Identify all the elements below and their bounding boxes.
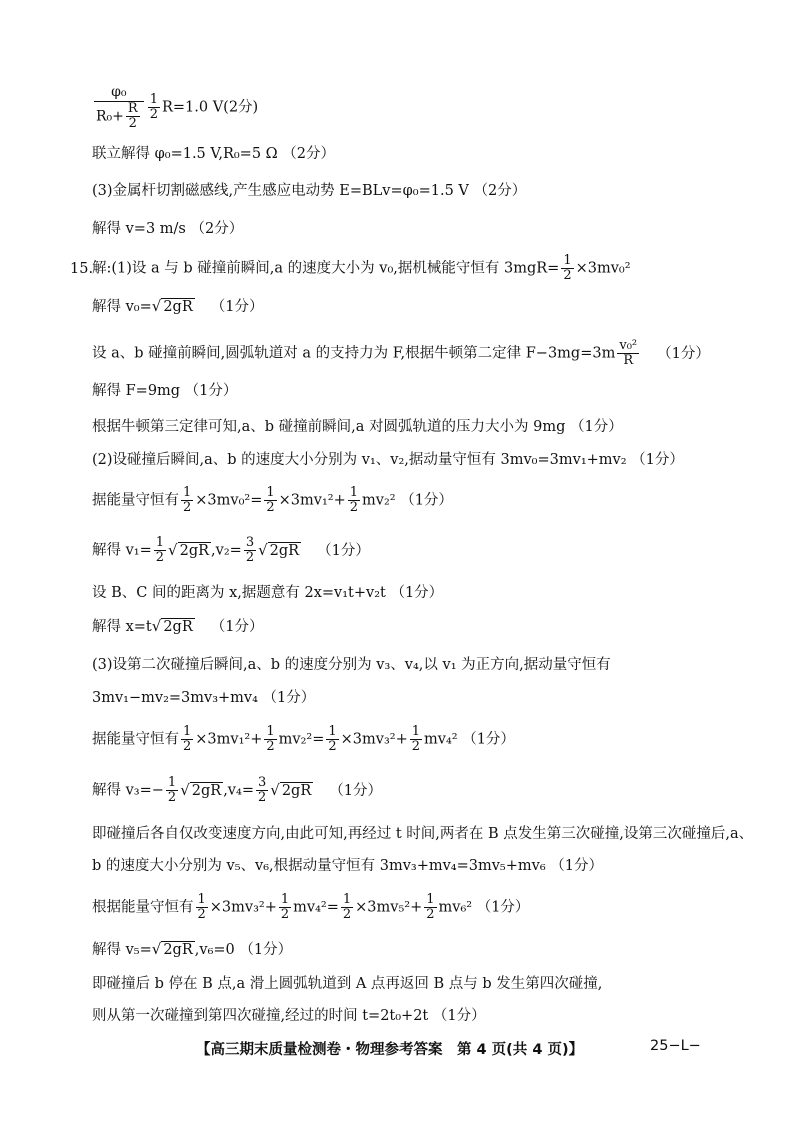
- line-5: 15.解:(1)设 a 与 b 碰撞前瞬间,a 的速度大小为 v₀,据机械能守恒有 3mgR= $\frac{1}{2}$ ×3mv₀²: [70, 253, 631, 283]
- line-17: 据能量守恒有 $\frac{1}{2}$ ×3mv₁²+ $\frac{1}{2}$ mv₂²= $\frac{1}{2}$ ×3mv₃²+ $\frac{1}{2}$ mv₄² （1分）: [92, 724, 515, 754]
- line-22: 解得 v₅=√ 2gR ,v₆=0 （1分）: [92, 940, 293, 958]
- line-1: φ₀ R₀+ $\frac{R}{2}$ $\frac{1}{2}$ R=1.0 V(2分): [96, 84, 259, 131]
- line-2: 联立解得 φ₀=1.5 V,R₀=5 Ω （2分）: [92, 146, 336, 162]
- line-12: 解得 v₁= $\frac{1}{2}$ √ 2gR ,v₂= $\frac{3}{2}$ √ 2gR （1分）: [92, 535, 370, 565]
- line-21: 根据能量守恒有 $\frac{1}{2}$ ×3mv₃²+ $\frac{1}{2}$ mv₄²= $\frac{1}{2}$ ×3mv₅²+ $\frac{1}{2}$ mv₆² （1分）: [92, 892, 530, 922]
- footer-title: 【高三期末质量检测卷・物理参考答案 第 4 页(共 4 页)】: [196, 1042, 584, 1058]
- footer-code: 25−L−: [650, 1038, 701, 1054]
- line-20: b 的速度大小分别为 v₅、v₆,根据动量守恒有 3mv₃+mv₄=3mv₅+mv₆ （1分）: [92, 858, 603, 874]
- line-4: 解得 v=3 m/s （2分）: [92, 221, 244, 237]
- line-23: 即碰撞后 b 停在 B 点,a 滑上圆弧轨道到 A 点再返回 B 点与 b 发生第四次碰撞,: [92, 976, 603, 992]
- line-24: 则从第一次碰撞到第四次碰撞,经过的时间 t=2t₀+2t （1分）: [92, 1008, 486, 1024]
- fraction-half: $\frac{1}{2}$: [149, 92, 158, 122]
- question-number: 15.: [70, 260, 94, 277]
- line-19: 即碰撞后各自仅改变速度方向,由此可知,再经过 t 时间,两者在 B 点发生第三次碰撞,设第三次碰撞后,a、: [92, 826, 754, 842]
- line-14: 解得 x=t√ 2gR （1分）: [92, 617, 264, 635]
- line-10: (2)设碰撞后瞬间,a、b 的速度大小分别为 v₁、v₂,据动量守恒有 3mv₀=3mv₁+mv₂ （1分）: [92, 452, 684, 468]
- line-7: 设 a、b 碰撞前瞬间,圆弧轨道对 a 的支持力为 F,根据牛顿第二定律 F−3mg=3m $\frac{\text{v₀²}}{R}$ （1分）: [92, 338, 710, 368]
- line-11: 据能量守恒有 $\frac{1}{2}$ ×3mv₀²= $\frac{1}{2}$ ×3mv₁²+ $\frac{1}{2}$ mv₂² （1分）: [92, 485, 453, 515]
- line-8: 解得 F=9mg （1分）: [92, 383, 238, 399]
- fraction-v0sq-over-r: $\frac{\text{v₀²}}{R}$: [619, 338, 638, 368]
- fraction-phi-over-r: φ₀ R₀+ $\frac{R}{2}$: [94, 84, 144, 131]
- line-13: 设 B、C 间的距离为 x,据题意有 2x=v₁t+v₂t （1分）: [92, 585, 444, 601]
- line-16: 3mv₁−mv₂=3mv₃+mv₄ （1分）: [92, 690, 316, 706]
- sqrt-2gR: √ 2gR: [151, 297, 193, 315]
- line-9: 根据牛顿第三定律可知,a、b 碰撞前瞬间,a 对圆弧轨道的压力大小为 9mg （1分）: [92, 419, 623, 435]
- fraction-half: $\frac{1}{2}$: [563, 253, 572, 283]
- line-15: (3)设第二次碰撞后瞬间,a、b 的速度分别为 v₃、v₄,以 v₁ 为正方向,据动量守恒有: [92, 657, 611, 673]
- fraction-r-over-2: $\frac{R}{2}$: [127, 101, 138, 131]
- line-3: (3)金属杆切割磁感线,产生感应电动势 E=BLv=φ₀=1.5 V （2分）: [92, 183, 527, 199]
- line-18: 解得 v₃=− $\frac{1}{2}$ √ 2gR ,v₄= $\frac{3}{2}$ √ 2gR （1分）: [92, 775, 382, 805]
- line-6: 解得 v₀=√ 2gR （1分）: [92, 297, 264, 315]
